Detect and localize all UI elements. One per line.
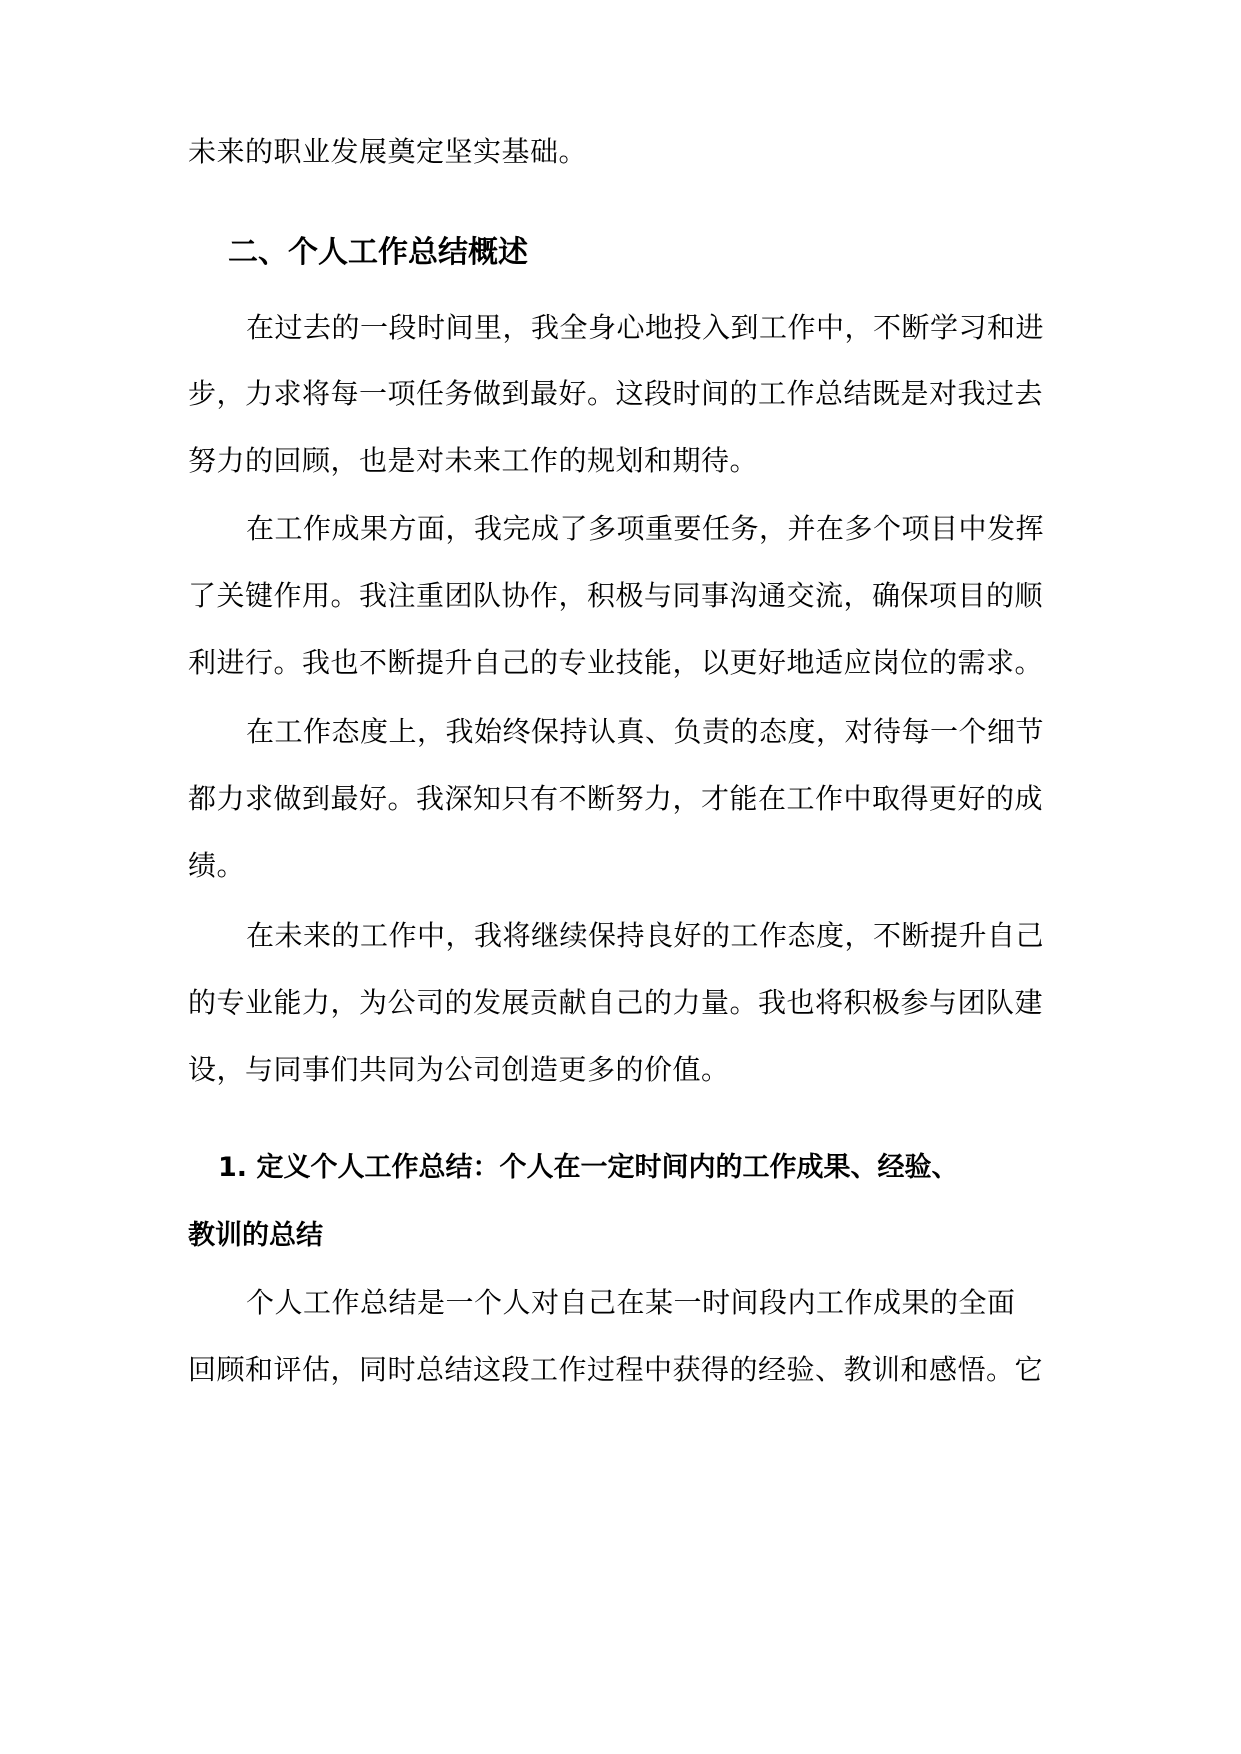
paragraph-4-line-3: 设，与同事们共同为公司创造更多的价值。 [188, 1053, 730, 1086]
paragraph-1-line-2: 步，力求将每一项任务做到最好。这段时间的工作总结既是对我过去 [188, 377, 1044, 410]
paragraph-4-line-1: 在未来的工作中，我将继续保持良好的工作态度，不断提升自己 [246, 919, 1045, 952]
paragraph-3-line-3: 绩。 [188, 849, 246, 882]
paragraph-5-line-2: 回顾和评估，同时总结这段工作过程中获得的经验、教训和感悟。它 [188, 1353, 1044, 1386]
paragraph-3-line-1: 在工作态度上，我始终保持认真、负责的态度，对待每一个细节 [246, 715, 1045, 748]
subsection-heading-line-1: 1. 定义个人工作总结：个人在一定时间内的工作成果、经验、 [218, 1152, 959, 1183]
paragraph-2-line-3: 利进行。我也不断提升自己的专业技能，以更好地适应岗位的需求。 [188, 646, 1044, 679]
paragraph-2-line-1: 在工作成果方面，我完成了多项重要任务，并在多个项目中发挥 [246, 512, 1045, 545]
paragraph-1-line-1: 在过去的一段时间里，我全身心地投入到工作中，不断学习和进 [246, 311, 1045, 344]
section-heading: 二、个人工作总结概述 [228, 235, 528, 270]
paragraph-2-line-2: 了关键作用。我注重团队协作，积极与同事沟通交流，确保项目的顺 [188, 579, 1044, 612]
intro-tail-text: 未来的职业发展奠定坚实基础。 [188, 135, 588, 168]
paragraph-3-line-2: 都力求做到最好。我深知只有不断努力，才能在工作中取得更好的成 [188, 782, 1044, 815]
subsection-heading-line-2: 教训的总结 [188, 1220, 323, 1251]
paragraph-5-line-1: 个人工作总结是一个人对自己在某一时间段内工作成果的全面 [246, 1286, 1016, 1319]
paragraph-1-line-3: 努力的回顾，也是对未来工作的规划和期待。 [188, 444, 759, 477]
paragraph-4-line-2: 的专业能力，为公司的发展贡献自己的力量。我也将积极参与团队建 [188, 986, 1044, 1019]
